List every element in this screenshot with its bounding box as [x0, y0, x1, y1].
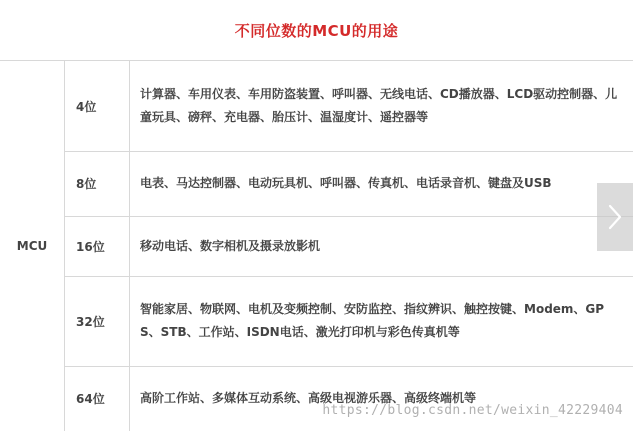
page-title: 不同位数的MCU的用途	[234, 21, 399, 40]
uses-cell: 智能家居、物联网、电机及变频控制、安防监控、指纹辨识、触控按键、Modem、GPS、STB、工作站、ISDN电话、激光打印机与彩色传真机等	[140, 302, 605, 339]
table-row	[64, 276, 633, 367]
uses-cell: 计算器、车用仪表、车用防盗装置、呼叫器、无线电话、CD播放器、LCD驱动控制器、儿童玩具、磅秤、充电器、胎压计、温湿度计、遥控器等	[140, 87, 618, 124]
table-row	[64, 366, 633, 431]
bits-cell: 4位	[64, 61, 130, 151]
bits-cell: 64位	[64, 366, 130, 431]
mcu-category-cell: MCU	[0, 61, 65, 431]
table-row	[64, 151, 633, 217]
bits-cell: 8位	[64, 151, 130, 216]
title-bar	[0, 0, 633, 61]
chevron-right-icon	[608, 204, 622, 230]
bits-cell: 32位	[64, 276, 130, 366]
table-row	[64, 216, 633, 277]
uses-cell: 电表、马达控制器、电动玩具机、呼叫器、传真机、电话录音机、键盘及USB	[140, 176, 552, 190]
table-row	[64, 61, 633, 152]
next-slide-button[interactable]	[597, 183, 633, 251]
mcu-table	[0, 60, 633, 431]
uses-cell: 移动电话、数字相机及摄录放影机	[140, 238, 321, 253]
watermark-url: https://blog.csdn.net/weixin_42229404	[322, 403, 623, 418]
uses-cell: 高阶工作站、多媒体互动系统、高级电视游乐器、高级终端机等	[140, 391, 477, 405]
bits-cell: 16位	[64, 216, 130, 276]
